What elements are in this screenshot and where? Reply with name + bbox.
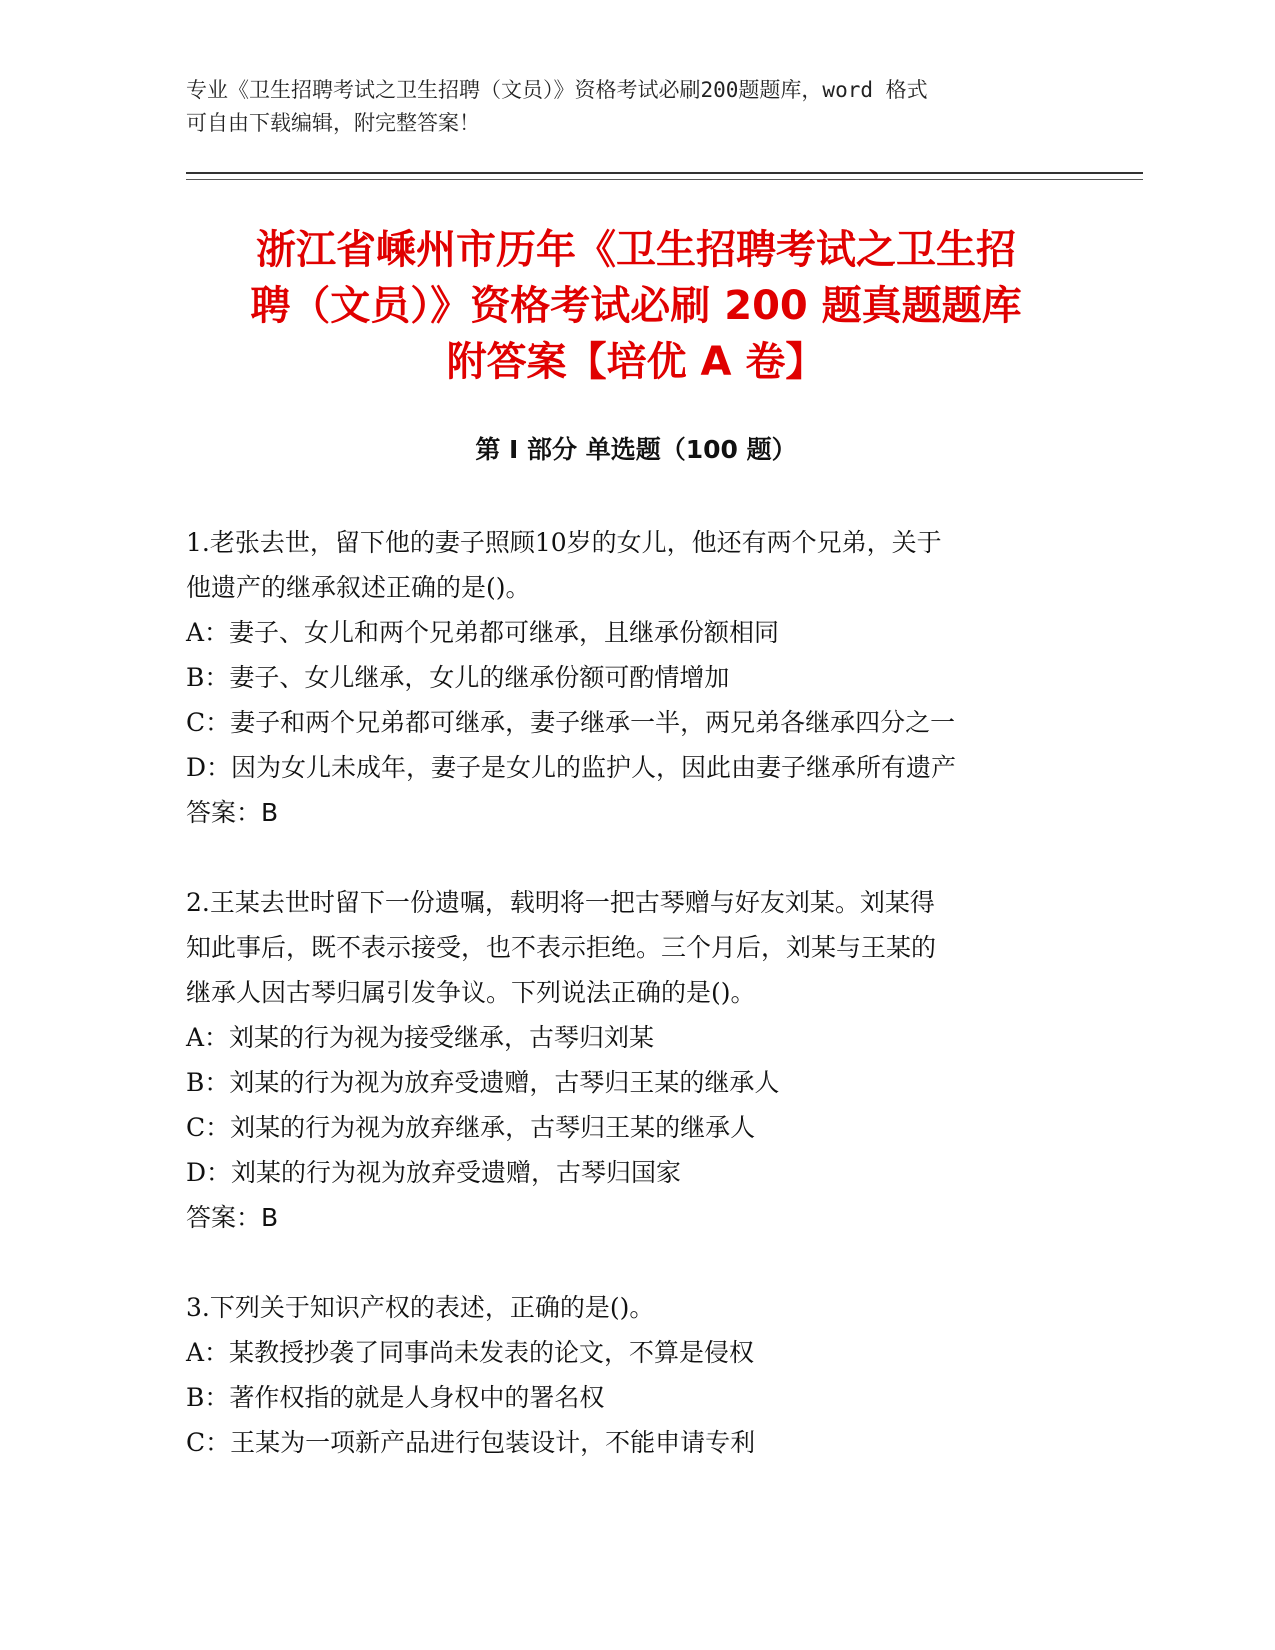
question-stem-line: 继承人因古琴归属引发争议。下列说法正确的是()。 <box>186 978 756 1007</box>
header-divider-thin <box>186 179 1143 180</box>
option-d: D：因为女儿未成年，妻子是女儿的监护人，因此由妻子继承所有遗产 <box>186 753 957 782</box>
option-c: C：刘某的行为视为放弃继承，古琴归王某的继承人 <box>186 1113 756 1142</box>
question-stem-line: 知此事后，既不表示接受，也不表示拒绝。三个月后，刘某与王某的 <box>186 933 937 962</box>
option-b: B：妻子、女儿继承，女儿的继承份额可酌情增加 <box>186 663 730 692</box>
option-b: B：著作权指的就是人身权中的署名权 <box>186 1383 605 1412</box>
option-b: B：刘某的行为视为放弃受遗赠，古琴归王某的继承人 <box>186 1068 780 1097</box>
document-title-line-1: 浙江省嵊州市历年《卫生招聘考试之卫生招 <box>256 227 1016 273</box>
document-title-line-3: 附答案【培优 A 卷】 <box>446 339 826 385</box>
question-1 <box>186 520 1086 835</box>
document-title-line-2: 聘（文员）》资格考试必刷 200 题真题题库 <box>250 283 1022 329</box>
option-c: C：妻子和两个兄弟都可继承，妻子继承一半，两兄弟各继承四分之一 <box>186 708 956 737</box>
answer: 答案：B <box>186 1203 279 1232</box>
question-stem-line: 3.下列关于知识产权的表述，正确的是()。 <box>186 1293 655 1322</box>
document-title <box>186 222 1086 390</box>
section-title: 第 I 部分 单选题（100 题） <box>475 435 797 464</box>
question-list <box>186 520 1086 1510</box>
question-3 <box>186 1285 1086 1465</box>
question-stem-line: 1.老张去世，留下他的妻子照顾10岁的女儿，他还有两个兄弟，关于 <box>186 528 942 557</box>
option-a: A：刘某的行为视为接受继承，古琴归刘某 <box>186 1023 655 1052</box>
option-a: A：某教授抄袭了同事尚未发表的论文，不算是侵权 <box>186 1338 755 1367</box>
header-divider-thick <box>186 172 1143 174</box>
header-note-line-2: 可自由下载编辑，附完整答案！ <box>186 111 480 135</box>
option-d: D：刘某的行为视为放弃受遗赠，古琴归国家 <box>186 1158 682 1187</box>
question-stem-line: 他遗产的继承叙述正确的是()。 <box>186 573 531 602</box>
header-note <box>186 74 1086 140</box>
answer: 答案：B <box>186 798 279 827</box>
option-a: A：妻子、女儿和两个兄弟都可继承，且继承份额相同 <box>186 618 780 647</box>
header-note-line-1: 专业《卫生招聘考试之卫生招聘（文员）》资格考试必刷200题题库，word 格式 <box>186 78 928 102</box>
question-2 <box>186 880 1086 1240</box>
question-stem-line: 2.王某去世时留下一份遗嘱，载明将一把古琴赠与好友刘某。刘某得 <box>186 888 935 917</box>
option-c: C：王某为一项新产品进行包装设计，不能申请专利 <box>186 1428 756 1457</box>
